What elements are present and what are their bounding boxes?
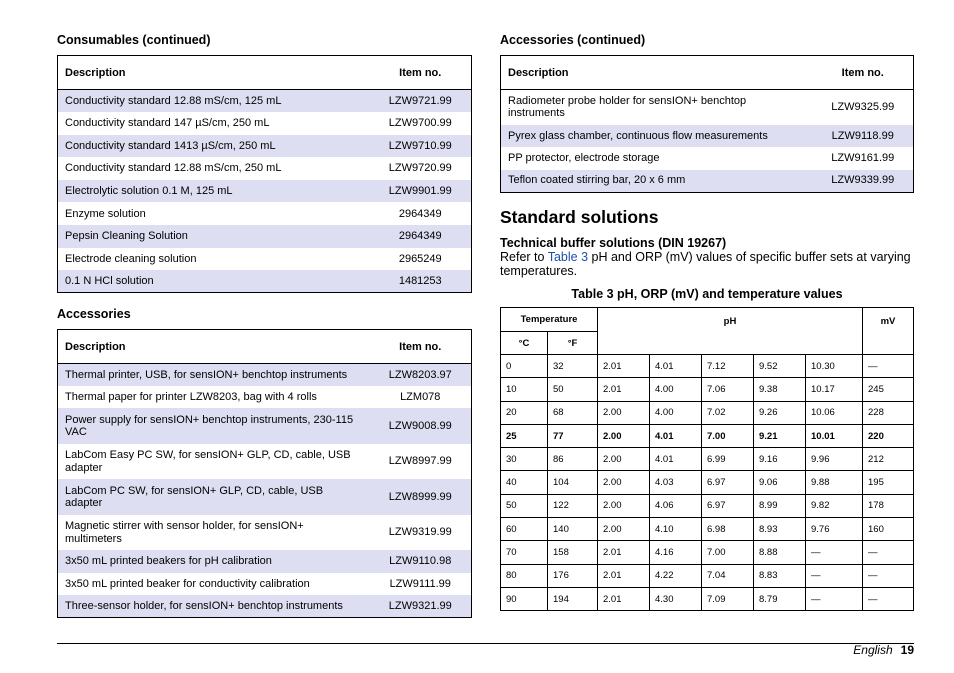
table-cell: 2.01 [598,378,650,401]
table-cell: 122 [548,494,598,517]
buffer-values-table [500,307,914,611]
table-row [58,202,472,225]
table-row [501,147,914,170]
table-cell: 4.06 [650,494,702,517]
table-cell: 7.09 [702,587,754,610]
item-number-cell: 2965249 [398,252,442,265]
item-number-cell: LZW9325.99 [831,101,895,113]
column-header-item-no: Item no. [370,56,472,90]
description-cell: Conductivity standard 12.88 mS/cm, 250 mL [65,162,282,175]
table-cell: 20 [501,401,548,424]
table-row [58,479,472,515]
table-row [501,125,914,148]
table-cell: 4.00 [650,401,702,424]
table-row [58,270,472,293]
table-row [58,515,472,551]
table-row [501,448,914,471]
table-cell: — [806,541,863,564]
page-number: 19 [900,643,914,657]
description-cell: 0.1 N HCl solution [58,270,370,293]
item-number-cell: LZW9319.99 [388,526,452,539]
table-cell: 220 [863,424,914,447]
description-cell: Conductivity standard 1413 µS/cm, 250 mL [58,135,370,158]
table-cell: 9.16 [754,448,806,471]
table-cell: 7.04 [702,564,754,587]
table-cell: 4.01 [650,448,702,471]
table-cell: 104 [548,471,598,494]
table-cell: 50 [548,378,598,401]
table-cell: 2.00 [598,471,650,494]
consumables-heading: Consumables (continued) [57,33,211,47]
description-cell: Electrode cleaning solution [65,252,197,265]
table-row [501,90,914,125]
table-cell: — [806,587,863,610]
table-cell: 77 [548,424,598,447]
table-cell: — [863,355,914,378]
table-cell: 4.00 [650,378,702,401]
column-header-description: Description [58,330,370,364]
table-row [58,112,472,135]
description-cell: 3x50 mL printed beakers for pH calibration [58,550,370,572]
table-cell: 10.01 [806,424,863,447]
table-cell: 10.30 [806,355,863,378]
standard-solutions-title: Standard solutions [500,207,659,227]
text-after-link: pH and ORP (mV) values of specific buffer sets at varying temperatures. [500,250,911,278]
item-number-cell: LZW9339.99 [813,170,914,193]
table-cell: 10.17 [806,378,863,401]
table-cell: 195 [863,471,914,494]
table-caption: Table 3 pH, ORP (mV) and temperature values [571,287,843,301]
item-number-cell: LZW8997.99 [388,455,452,468]
table-row [501,355,914,378]
item-number-cell: LZW9901.99 [370,180,472,203]
description-cell: Thermal printer, USB, for sensION+ benchtop instruments [58,364,370,386]
description-cell: Three-sensor holder, for sensION+ benchtop instruments [58,595,370,617]
table-cell: 9.96 [806,448,863,471]
table-cell: 25 [501,424,548,447]
footer-language: English [853,643,893,657]
table-row [501,424,914,447]
table-cell: 6.98 [702,518,754,541]
footer-rule [57,643,914,644]
table-row [58,90,472,113]
table-cell: — [863,564,914,587]
buffer-solutions-text [500,250,914,278]
table-row [58,550,472,572]
table-header-row [58,330,472,364]
description-cell: Pyrex glass chamber, continuous flow measurements [501,125,813,148]
table-cell: 2.01 [598,587,650,610]
table-row [501,564,914,587]
table-cell: 212 [863,448,914,471]
table-row [58,135,472,158]
table-row [501,401,914,424]
table-row [58,573,472,595]
table-cell: 40 [501,471,548,494]
table-cell: 4.10 [650,518,702,541]
column-header-description: Description [58,56,370,90]
table-cell: 4.30 [650,587,702,610]
item-number-cell: LZW9721.99 [370,90,472,113]
item-number-cell: LZM078 [400,390,441,403]
table-cell: 2.01 [598,564,650,587]
page-footer [853,643,914,657]
table-cell: 160 [863,518,914,541]
table-row [58,444,472,480]
table-cell: 6.97 [702,494,754,517]
table-cell: 4.03 [650,471,702,494]
description-cell: Teflon coated stirring bar, 20 x 6 mm [501,170,813,193]
item-number-cell: LZW9110.98 [370,550,472,572]
item-number-cell: LZW8203.97 [370,364,472,386]
table-cell: 86 [548,448,598,471]
column-header-item-no: Item no. [813,56,914,90]
item-number-cell: LZW9161.99 [831,152,895,165]
table-cell: 7.02 [702,401,754,424]
table-cell: 70 [501,541,548,564]
table-cell: 245 [863,378,914,401]
table-cell: 60 [501,518,548,541]
table-cell: 10.06 [806,401,863,424]
table-cell: 8.83 [754,564,806,587]
table-cell: 6.99 [702,448,754,471]
table-cell: 2.00 [598,494,650,517]
description-cell: Electrolytic solution 0.1 M, 125 mL [58,180,370,203]
table-cell: 7.06 [702,378,754,401]
item-number-cell: 2964349 [398,207,442,220]
table-cell: 68 [548,401,598,424]
description-cell: LabCom Easy PC SW, for sensION+ GLP, CD, cable, USB adapter [65,449,351,474]
table-row [58,408,472,444]
description-cell: 3x50 mL printed beaker for conductivity calibration [65,577,310,590]
table-cell: 2.00 [598,424,650,447]
table-cell: 7.00 [702,424,754,447]
table-cell: 0 [501,355,548,378]
column-header-mv: mV [863,308,914,355]
table-header-row [501,308,914,332]
table-cell: 4.22 [650,564,702,587]
table-cell: 8.99 [754,494,806,517]
table-cell: 2.00 [598,518,650,541]
item-number-cell: LZW9700.99 [388,117,452,130]
description-cell: Radiometer probe holder for sensION+ benchtop instruments [508,94,747,120]
item-number-cell: LZW8999.99 [370,479,472,515]
text-before-link: Refer to [500,250,548,264]
table-cell: 6.97 [702,471,754,494]
description-cell: Thermal paper for printer LZW8203, bag with 4 rolls [65,390,317,403]
column-header-item-no: Item no. [370,330,472,364]
table-cell: 50 [501,494,548,517]
table-cell: 32 [548,355,598,378]
table-cell: 30 [501,448,548,471]
table-cell: 158 [548,541,598,564]
table-cell: — [863,541,914,564]
table-cell: 140 [548,518,598,541]
table-cell: 228 [863,401,914,424]
table-cell: 2.01 [598,355,650,378]
description-cell: Power supply for sensION+ benchtop instruments, 230-115 VAC [58,408,370,444]
item-number-cell: LZW9118.99 [813,125,914,148]
accessories-continued-table [500,55,914,193]
table-row [501,587,914,610]
column-header-ph: pH [598,308,863,355]
table-row [58,180,472,203]
table-cell: 9.52 [754,355,806,378]
table-cell: 176 [548,564,598,587]
table-cell: 8.93 [754,518,806,541]
item-number-cell: LZW9111.99 [389,577,451,590]
consumables-table [57,55,472,293]
column-header-celsius: °C [501,332,548,355]
description-cell: PP protector, electrode storage [508,152,660,165]
table-cell: 9.88 [806,471,863,494]
table-cell: 4.01 [650,424,702,447]
table-row [58,595,472,617]
column-header-description: Description [501,56,813,90]
table-cell: 7.12 [702,355,754,378]
item-number-cell: LZW9710.99 [370,135,472,158]
table-row [58,386,472,408]
table-row [501,170,914,193]
table-cell: 2.01 [598,541,650,564]
item-number-cell: LZW9720.99 [388,162,452,175]
column-header-temperature: Temperature [501,308,598,332]
table-cell: 9.06 [754,471,806,494]
description-cell: LabCom PC SW, for sensION+ GLP, CD, cable, USB adapter [58,479,370,515]
item-number-cell: LZW9008.99 [370,408,472,444]
table-row [501,494,914,517]
table-cell: 9.38 [754,378,806,401]
table-cell: 194 [548,587,598,610]
table-cell: 2.00 [598,448,650,471]
table-cell: 9.76 [806,518,863,541]
description-cell: Conductivity standard 147 µS/cm, 250 mL [65,117,270,130]
description-cell: Pepsin Cleaning Solution [58,225,370,248]
table-3-link[interactable]: Table 3 [547,250,589,264]
table-cell: 4.01 [650,355,702,378]
table-cell: — [863,587,914,610]
table-row [58,157,472,180]
table-row [501,541,914,564]
table-cell: 90 [501,587,548,610]
description-cell: Magnetic stirrer with sensor holder, for sensION+ multimeters [65,520,304,545]
table-cell: 9.26 [754,401,806,424]
accessories-continued-heading: Accessories (continued) [500,33,646,47]
item-number-cell: 1481253 [370,270,472,293]
table-cell: 178 [863,494,914,517]
item-number-cell: LZW9321.99 [370,595,472,617]
column-header-fahrenheit: °F [548,332,598,355]
table-cell: 2.00 [598,401,650,424]
table-row [58,225,472,248]
table-cell: — [806,564,863,587]
table-row [58,248,472,271]
table-header-row [58,56,472,90]
table-cell: 9.82 [806,494,863,517]
table-row [501,471,914,494]
table-cell: 7.00 [702,541,754,564]
table-cell: 9.21 [754,424,806,447]
description-cell: Enzyme solution [65,207,146,220]
accessories-table [57,329,472,618]
table-row [58,364,472,386]
description-cell: Conductivity standard 12.88 mS/cm, 125 mL [58,90,370,113]
item-number-cell: 2964349 [370,225,472,248]
table-cell: 4.16 [650,541,702,564]
table-row [501,378,914,401]
table-cell: 80 [501,564,548,587]
table-header-row [501,56,914,90]
buffer-solutions-subheading: Technical buffer solutions (DIN 19267) [500,236,727,250]
table-cell: 8.79 [754,587,806,610]
table-row [501,518,914,541]
table-cell: 10 [501,378,548,401]
accessories-heading: Accessories [57,307,131,321]
table-cell: 8.88 [754,541,806,564]
